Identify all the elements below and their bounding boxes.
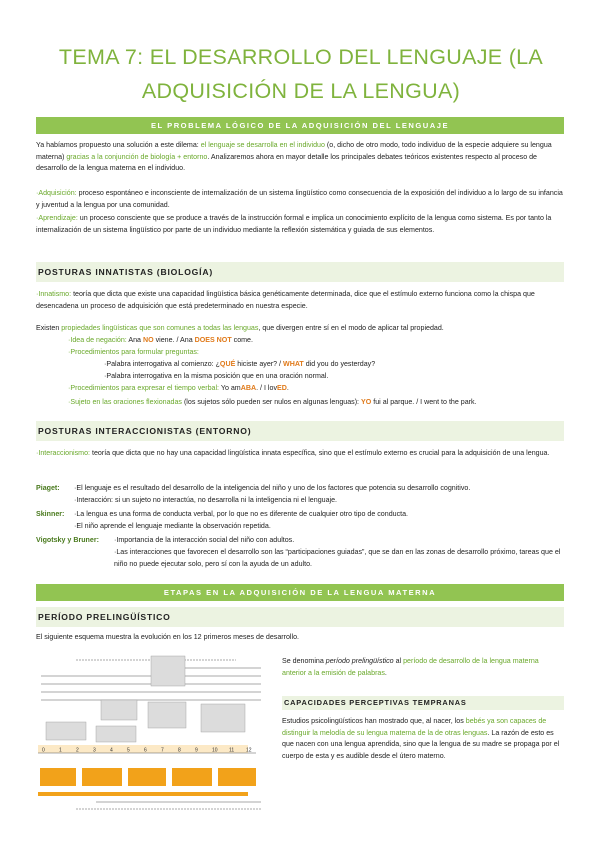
def-term: período prelingüístico <box>325 657 394 665</box>
q1-what: WHAT <box>283 360 304 368</box>
month-tick-2: 2 <box>76 747 79 754</box>
month-tick-8: 8 <box>178 747 181 754</box>
neg-a: Ana <box>126 336 143 344</box>
prop-text-b: , que divergen entre sí en el modo de aplicar tal propiedad. <box>258 324 444 332</box>
cap-highlight: bebés ya son capaces de distinguir la melodía de su lengua materna de la de otras lenguas <box>282 717 547 737</box>
piaget-point-1: ·El lenguaje es el resultado del desarrollo de la inteligencia del niño y uno de los factores que potencia su desarrollo cognitivo. <box>74 484 471 492</box>
tense-c: . <box>286 384 289 392</box>
questions-label: ·Procedimientos para formular preguntas: <box>68 348 199 356</box>
term-innatismo: ·Innatismo: <box>36 290 72 298</box>
vb-point-1: ·Importancia de la interacción social del niño con adultos. <box>114 536 295 544</box>
tense-label: ·Procedimientos para expresar el tiempo verbal: <box>68 384 220 392</box>
definition-aprendizaje <box>36 213 564 236</box>
skinner-point-2: ·El niño aprende el lenguaje mediante la observación repetida. <box>74 522 271 530</box>
tense-ed: ED <box>277 384 287 392</box>
def-highlight: período de desarrollo de la lengua materna anterior a la emisión de palabras <box>282 657 539 677</box>
q1-que: QUÉ <box>219 360 236 368</box>
definition-adquisicion <box>36 188 564 211</box>
negation-label: ·Idea de negación: <box>68 336 127 344</box>
subject-a: (los sujetos sólo pueden ser nulos en algunas lenguas): <box>181 398 362 406</box>
tense-b: . / I lov <box>256 384 277 392</box>
tense-a: Yo am <box>219 384 241 392</box>
tense-item <box>68 383 558 395</box>
def-text-c: . <box>384 668 387 677</box>
neg-c: come. <box>231 336 253 344</box>
q1-c: did you do yesterday? <box>303 360 376 368</box>
def-aprendizaje: un proceso consciente que se produce a través de la instrucción formal e implica un conocimiento explícito de la lengua como sistema. Es por tanto la internalización de un sistema lingüístico por parte de un individuo mediante la reflexión sistemática y guiada de sus elementos. <box>36 214 552 234</box>
intro-highlight-a: el lenguaje se desarrolla en el individuo <box>200 141 325 149</box>
intro-text-c: . Analizaremos ahora en mayor detalle los principales debates teóricos existentes respecto al proceso de desarrollo de la lengua materna en el individuo. <box>36 152 538 173</box>
piaget-point-2: ·Interacción: si un sujeto no interactúa, no desarrolla ni la inteligencia ni el lenguaje. <box>74 496 338 504</box>
title-line-2: ADQUISICIÓN DE LA LENGUA) <box>141 79 461 103</box>
def-interaccionismo: teoría que dicta que no hay una capacidad lingüística innata específica, sino que el estímulo externo es crucial para la adquisición de una lengua. <box>90 449 550 457</box>
def-adquisicion: proceso espontáneo e inconsciente de internalización de un sistema lingüístico como consecuencia de la exposición del individuo a lo largo de su infancia y juventud a la lengua por una comunidad. <box>36 189 563 209</box>
diagram-boxes <box>46 656 245 742</box>
month-tick-11: 11 <box>229 747 235 754</box>
month-tick-6: 6 <box>144 747 147 754</box>
negation-item <box>68 335 558 347</box>
def-text-b: al <box>393 657 404 665</box>
intro-text-b: (o, dicho de otro modo, todo individuo de la especie adquiere su lengua materna) <box>36 141 552 161</box>
def-innatismo: teoría que dicta que existe una capacidad lingüística básica genéticamente determinada, dice que el estímulo externo funciona como la chispa que desencadena un proceso de adquisición que está predeterminado en nuestra especie. <box>36 290 535 310</box>
section-band-problem: EL PROBLEMA LÓGICO DE LA ADQUISICIÓN DEL LENGUAJE <box>36 117 564 134</box>
innatism-paragraph <box>36 289 564 312</box>
skinner-point-1: ·La lengua es una forma de conducta verbal, por lo que no es diferente de cualquier otro tipo de conducta. <box>74 510 409 518</box>
diagram-bottom-boxes <box>40 768 256 786</box>
intro-highlight-b: gracias a la conjunción de biología + entorno <box>66 152 208 161</box>
diagram-axis <box>38 745 256 753</box>
month-tick-9: 9 <box>195 747 198 754</box>
author-piaget: Piaget: <box>36 484 60 492</box>
def-text-a: Se denomina <box>282 657 326 665</box>
vb-point-2: ·Las interacciones que favorecen el desarrollo son las “participaciones guiadas”, que se dan en las zonas de desarrollo próximo, tareas que el niño no puede ejecutar solo, pero sí con la ayuda de un adulto. <box>114 548 561 568</box>
subject-label: ·Sujeto en las oraciones flexionadas <box>68 398 182 406</box>
month-tick-4: 4 <box>110 747 113 754</box>
question-item-1 <box>104 359 564 371</box>
tense-aba: ABA <box>240 384 257 392</box>
subhead-perceptive: CAPACIDADES PERCEPTIVAS TEMPRANAS <box>282 696 564 710</box>
term-aprendizaje: ·Aprendizaje: <box>36 214 78 222</box>
intro-text-a: Ya habíamos propuesto una solución a este dilema: <box>36 141 201 149</box>
q1-a: ·Palabra interrogativa al comienzo: ¿ <box>104 360 220 368</box>
month-tick-0: 0 <box>42 747 45 754</box>
neg-doesnot: DOES NOT <box>194 336 232 344</box>
month-tick-7: 7 <box>161 747 164 754</box>
month-tick-10: 10 <box>212 747 218 754</box>
interaction-paragraph <box>36 448 564 460</box>
cap-text-b: . La razón de esto es que nacen con una lengua aprendida, sino que la lengua de su madre se propaga por el cuerpo de esta y es audible desde el útero materno. <box>282 728 560 760</box>
q1-b: hiciste ayer? / <box>235 360 284 368</box>
cap-text-a: Estudios psicolingüísticos han mostrado que, al nacer, los <box>282 717 466 725</box>
subhead-innatist: POSTURAS INNATISTAS (BIOLOGÍA) <box>36 262 564 282</box>
intro-paragraph <box>36 140 564 175</box>
section-band-stages: ETAPAS EN LA ADQUISICIÓN DE LA LENGUA MATERNA <box>36 584 564 601</box>
prelinguistic-definition <box>282 656 564 679</box>
author-skinner: Skinner: <box>36 510 65 518</box>
neg-b: viene. / Ana <box>153 336 195 344</box>
month-tick-3: 3 <box>93 747 96 754</box>
subhead-prelinguistic: PERÍODO PRELINGÜÍSTICO <box>36 607 564 627</box>
month-tick-12: 12 <box>246 747 252 754</box>
perceptive-paragraph <box>282 716 564 762</box>
month-tick-5: 5 <box>127 747 130 754</box>
subhead-interactionist: POSTURAS INTERACCIONISTAS (ENTORNO) <box>36 421 564 441</box>
term-interaccionismo: ·Interaccionismo: <box>36 449 91 457</box>
term-adquisicion: ·Adquisición: <box>36 189 77 197</box>
title-line-1: TEMA 7: EL DESARROLLO DEL LENGUAJE (LA <box>58 45 544 69</box>
diagram-bottom-arrows <box>38 792 261 809</box>
question-item-2: ·Palabra interrogativa en la misma posición que en una oración normal. <box>104 372 329 380</box>
prop-highlight: propiedades lingüísticas que son comunes a todas las lenguas <box>61 324 259 332</box>
prelinguistic-intro: El siguiente esquema muestra la evolución en los 12 primeros meses de desarrollo. <box>36 633 299 641</box>
subject-item <box>68 397 564 409</box>
prop-text-a: Existen <box>36 324 62 332</box>
innatism-properties <box>36 323 564 335</box>
page-title <box>36 40 566 108</box>
month-tick-1: 1 <box>59 747 62 754</box>
neg-no: NO <box>142 336 154 344</box>
subject-b: fui al parque. / I went to the park. <box>371 398 477 406</box>
author-vigotsky-bruner: Vigotsky y Bruner: <box>36 536 99 544</box>
subject-yo: YO <box>361 398 372 406</box>
prelinguistic-diagram <box>36 652 266 817</box>
